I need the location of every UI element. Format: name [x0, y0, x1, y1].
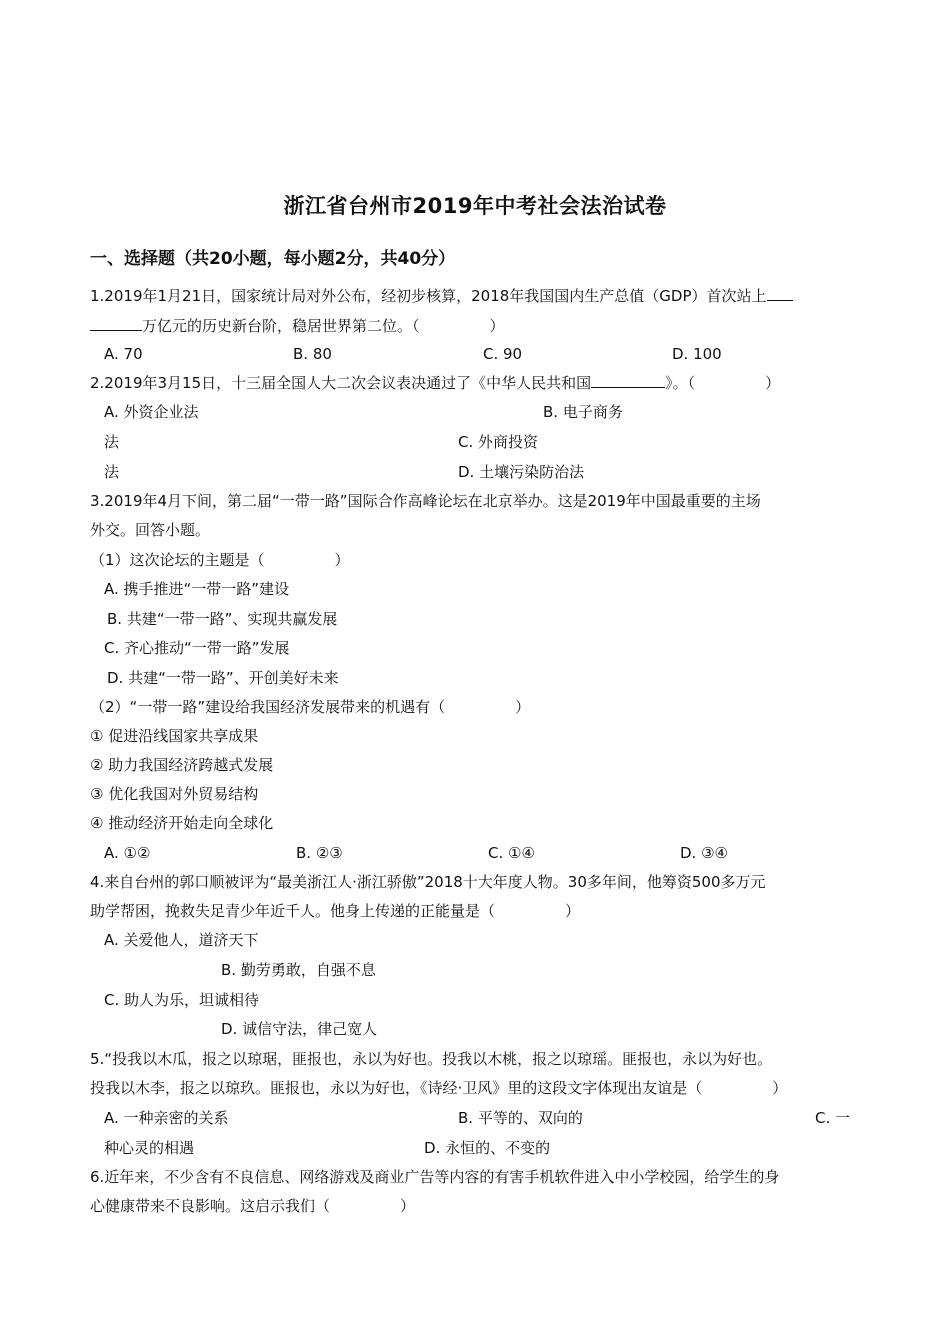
- q1-option-d[interactable]: D. 100: [672, 345, 722, 363]
- q2-option-c-cont: 法: [104, 463, 120, 481]
- q5-stem-line-2: 投我以木李，报之以琼玖。匪报也，永以为好也，《诗经·卫风》里的这段文字体现出友谊是（ ）: [90, 1079, 788, 1097]
- q3-sub2-option-a[interactable]: A. ①②: [104, 844, 151, 862]
- q3-sub1-option-d[interactable]: D. 共建“一带一路”、开创美好未来: [107, 669, 339, 687]
- q3-item-2: ② 助力我国经济跨越式发展: [90, 756, 274, 774]
- q4-option-c[interactable]: C. 助人为乐，坦诚相待: [104, 991, 260, 1009]
- q2-option-b[interactable]: B. 电子商务: [543, 403, 623, 421]
- q5-option-c-cont: 种心灵的相遇: [104, 1139, 195, 1157]
- q4-stem-line-2: 助学帮困，挽救失足青少年近千人。他身上传递的正能量是（ ）: [90, 902, 581, 920]
- q4-stem-line-1: 4.来自台州的郭口顺被评为“最美浙江人·浙江骄傲”2018十大年度人物。30多年间，他筹资500多万元: [90, 873, 766, 891]
- q2-option-b-cont: 法: [104, 433, 120, 451]
- q3-sub1-option-c[interactable]: C. 齐心推动“一带一路”发展: [104, 639, 290, 657]
- q3-sub2-option-b[interactable]: B. ②③: [296, 844, 343, 862]
- q1-option-a[interactable]: A. 70: [104, 345, 143, 363]
- q5-option-d[interactable]: D. 永恒的、不变的: [424, 1139, 551, 1157]
- q3-sub2: （2）“一带一路”建设给我国经济发展带来的机遇有（ ）: [90, 698, 531, 716]
- q6-stem-line-1: 6.近年来，不少含有不良信息、网络游戏及商业广告等内容的有害手机软件进入中小学校园，给学生的身: [90, 1168, 780, 1186]
- q2-blank: [591, 373, 665, 388]
- q3-sub2-option-c[interactable]: C. ①④: [488, 844, 535, 862]
- section-heading: 一、选择题（共20小题，每小题2分，共40分）: [90, 249, 456, 269]
- q3-sub1-option-b[interactable]: B. 共建“一带一路”、实现共赢发展: [107, 610, 338, 628]
- q5-option-c[interactable]: C. 一: [815, 1109, 851, 1127]
- q6-stem-line-2: 心健康带来不良影响。这启示我们（ ）: [90, 1197, 416, 1215]
- q4-option-d[interactable]: D. 诚信守法，律己宽人: [221, 1020, 378, 1038]
- q4-option-a[interactable]: A. 关爱他人，道济天下: [104, 931, 259, 949]
- q1-option-b[interactable]: B. 80: [293, 345, 332, 363]
- q1-stem-line-2: 万亿元的历史新台阶，稳居世界第二位。（ ）: [90, 316, 505, 336]
- q1-option-c[interactable]: C. 90: [483, 345, 523, 363]
- q2-option-d[interactable]: D. 土壤污染防治法: [458, 463, 585, 481]
- q3-sub1-option-a[interactable]: A. 携手推进“一带一路”建设: [104, 580, 290, 598]
- q3-item-1: ① 促进沿线国家共享成果: [90, 727, 259, 745]
- q1-stem-line-1: 1.2019年1月21日，国家统计局对外公布，经初步核算，2018年我国国内生产总值（GDP）首次站上: [90, 286, 793, 306]
- q3-item-3: ③ 优化我国对外贸易结构: [90, 785, 259, 803]
- q1-blank: [767, 286, 793, 301]
- q3-sub2-option-d[interactable]: D. ③④: [680, 844, 728, 862]
- q5-option-a[interactable]: A. 一种亲密的关系: [104, 1109, 229, 1127]
- q2-option-c[interactable]: C. 外商投资: [458, 433, 539, 451]
- q3-stem-line-2: 外交。回答小题。: [90, 521, 211, 539]
- q5-option-b[interactable]: B. 平等的、双向的: [458, 1109, 583, 1127]
- page-title: 浙江省台州市2019年中考社会法治试卷: [283, 194, 667, 218]
- q2-stem: 2.2019年3月15日，十三届全国人大二次会议表决通过了《中华人民共和国 》。（ ）: [90, 374, 781, 392]
- q4-option-b[interactable]: B. 勤劳勇敢，自强不息: [221, 961, 376, 979]
- q2-option-a[interactable]: A. 外资企业法: [104, 403, 199, 421]
- q3-item-4: ④ 推动经济开始走向全球化: [90, 814, 274, 832]
- q3-sub1: （1）这次论坛的主题是（ ）: [90, 551, 350, 569]
- q5-stem-line-1: 5.“投我以木瓜，报之以琼琚，匪报也，永以为好也。投我以木桃，报之以琼瑶。匪报也，永以为好也。: [90, 1050, 773, 1068]
- q1-blank-cont: [90, 316, 142, 331]
- q3-stem-line-1: 3.2019年4月下间，第二届“一带一路”国际合作高峰论坛在北京举办。这是2019年中国最重要的主场: [90, 492, 761, 510]
